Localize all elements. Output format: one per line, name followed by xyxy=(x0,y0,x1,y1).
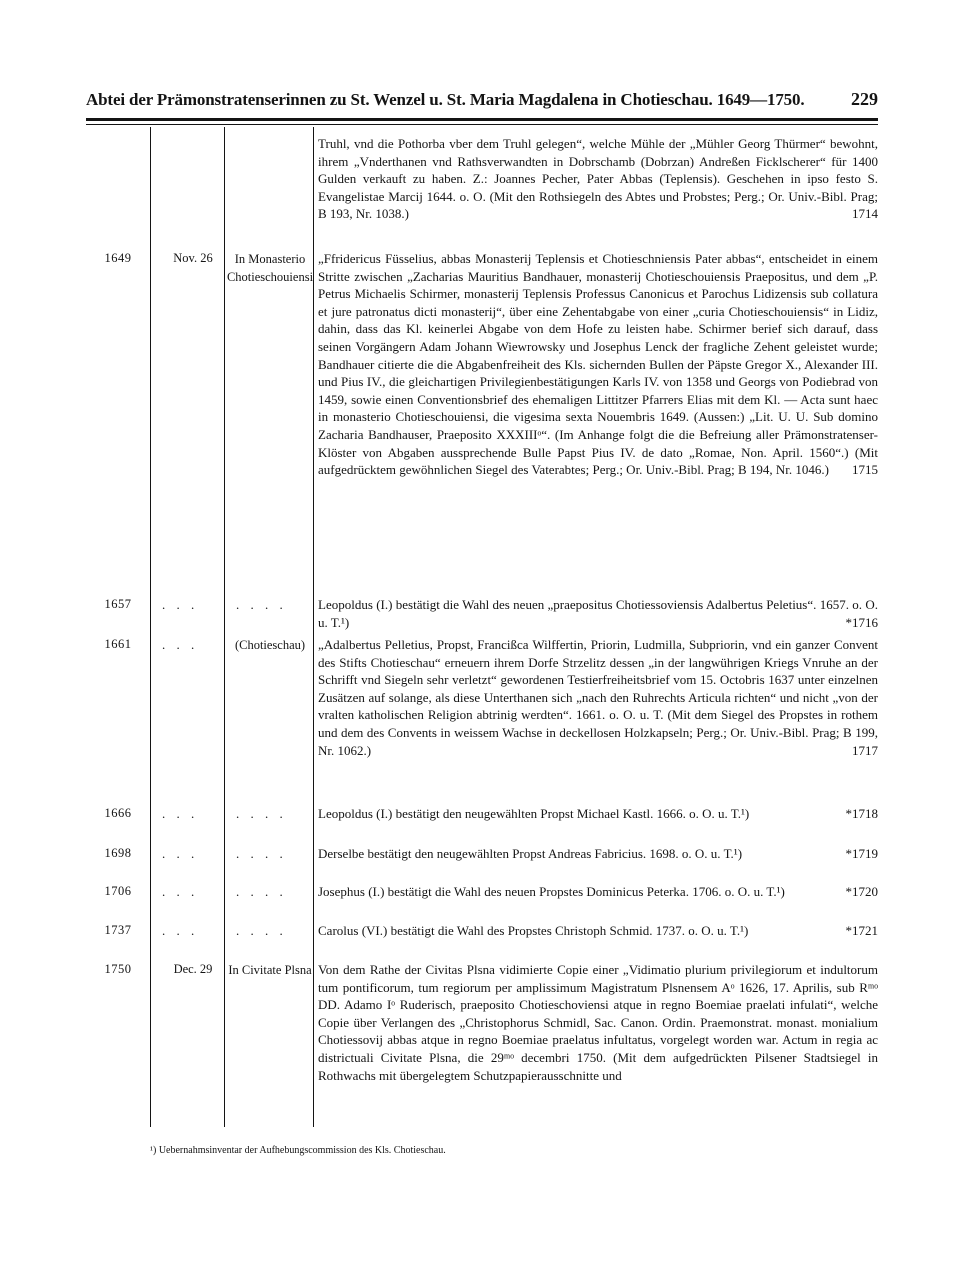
entry-date: . . . xyxy=(162,884,199,899)
entry-date: Nov. 26 xyxy=(173,251,213,265)
entry-text: Carolus (VI.) bestätigt die Wahl des Propstes Christoph Schmid. 1737. o. O. u. T.¹) *1721 xyxy=(318,923,878,938)
entry-date: . . . xyxy=(162,846,199,861)
entry-date: . . . xyxy=(162,806,199,821)
entry-number: *1721 xyxy=(845,923,878,938)
entry-number: *1718 xyxy=(845,806,878,821)
entry-place: . . . . xyxy=(236,806,287,821)
entry-date: . . . xyxy=(162,637,199,652)
entry-place: In Civitate Plsna xyxy=(228,963,312,977)
entry-text: „Ffridericus Füsselius, abbas Monasterij Teplensis et Chotieschniensis Pater abbas“, entscheidet in einem Stritte zwischen „Zacharias Mauritius Bandhauer, monasterij Chotieschouiensis Praepositus, und dem „P. Petrus Michaelis Schirmer, monasterij Teplensis Professus Canonicus et Parochus Lidizensis sub collatura et jure patronatus dicti monasterij“, über eine Zehentabgabe von einer „curia Chotieschouiensis“ in Lidiz, dahin, dass das Kl. keinerlei Abgabe von dem Hofe zu leisten habe. Schirmer berief sich darauf, dass seinen Vorgängern Adam Johann Wiewrowsky und Josephus Lenck der fragliche Zehent geleistet wurde; Bandhauer citierte die die Abgabenfreiheit des Kls. sichernden Bullen der Päpste Gregor X., Alexander III. und Pius IV., die gleichartigen Privilegienbestätigungen Karls IV. von 1358 und Georgs von Podiebrad von 1459, sowie einen Conventionsbrief des ehemaligen Littitzer Pfarrers Elias mit dem Kl. — Acta sunt haec in monasterio Chotieschouiensi, die vigesima sexta Nouembris 1649. (Aussen:) „Lit. U. U. Sub domino Zacharia Bandhauser, Praeposito XXXIIIᵒ“. (Im Anhange folgt die die Befreiung aller Prämonstratenser-Klöster von Abgaben aussprechende Bulle Papst Pius IV. de dato „Romae, Non. April. 1560“.) (Mit aufgedrücktem gewöhnlichen Siegel des Vaterabtes; Perg.; Or. Univ.-Bibl. Prag; B 194, Nr. 1046.) 1715 xyxy=(318,251,878,478)
entry-number: 1714 xyxy=(852,206,878,222)
entry-text: Leopoldus (I.) bestätigt die Wahl des neuen „praepositus Chotiessoviensis Adalbertus Peletius“. 1657. o. O. u. T.¹) *1716 xyxy=(318,597,878,630)
entry-place: In Monasterio Chotieschouiensi xyxy=(226,252,314,284)
entry-year: 1750 xyxy=(104,962,132,976)
entry-text: Truhl, vnd die Pothorba vber dem Truhl gelegen“, welche Mühle der „Mühler Georg Thürmer“ bewohnt, ihrem „Vnderthanen vnd Rathsverwandten in Dobrschamb (Dobrzan) Andreßen Ficklscherer“ für 1400 Gulden verkauft zu haben. Z.: Joannes Pecher, Pater Abbas (Teplensis). Geschehen in ipso festo S. Evangelistae Marcij 1644. o. O. (Mit den Rothsiegeln des Abtes und Probstes; Perg.; Or. Univ.-Bibl. Prag; B 193, Nr. 1038.) 1714 xyxy=(318,136,878,222)
entry-year: 1698 xyxy=(104,846,132,860)
entry-year: 1737 xyxy=(104,923,132,937)
entry-text: Derselbe bestätigt den neugewählten Propst Andreas Fabricius. 1698. o. O. u. T.¹) *1719 xyxy=(318,846,878,861)
entry-year: 1649 xyxy=(104,251,132,265)
entry-text: Von dem Rathe der Civitas Plsna vidimierte Copie einer „Vidimatio plurium privilegiorum et indultorum tum pontificorum, tum regiorum per amplissimum Magistratum Plsnensem Aᵒ 1626, 17. Aprilis, sub Rᵐᵒ DD. Adamo Iᵒ Ruderisch, praeposito Chotieschoviensi atque in regno Boemiae praelati infulati“, welche Copie über Verlangen des „Christophorus Schmidl, Sac. Canon. Ordin. Praemonstrat. monast. monialium Chotiessovij abbas atque in regno Boemiae praelatus infultatus, vorgelegt worden war. Actum in regia ac districtuali Civitate Plsna, die 29ᵐᵒ decembri 1750. (Mit dem aufgedrückten Pilsener Stadtsiegel in Rothwachs mit übergelegtem Schutzpapierausschnitte und xyxy=(318,962,878,1083)
header-rule-thin xyxy=(86,124,878,125)
entry-place: . . . . xyxy=(236,597,287,612)
entry-date: Dec. 29 xyxy=(173,962,213,976)
entry-date: . . . xyxy=(162,923,199,938)
entry-place: (Chotieschau) xyxy=(234,638,306,652)
footnote: ¹) Uebernahmsinventar der Aufhebungscommission des Kls. Chotieschau. xyxy=(150,1145,446,1156)
entry-year: 1706 xyxy=(104,884,132,898)
entry-text: Josephus (I.) bestätigt die Wahl des neuen Propstes Dominicus Peterka. 1706. o. O. u. T.¹) *1720 xyxy=(318,884,878,899)
entry-place: . . . . xyxy=(236,884,287,899)
page-title: Abtei der Prämonstratenserinnen zu St. Wenzel u. St. Maria Magdalena in Chotieschau. 1649—1750. xyxy=(86,90,805,109)
entry-place: . . . . xyxy=(236,923,287,938)
entry-number: 1715 xyxy=(852,462,878,478)
entry-number: 1717 xyxy=(852,742,878,758)
column-divider-year xyxy=(150,127,151,1127)
entry-text: Leopoldus (I.) bestätigt den neugewählten Propst Michael Kastl. 1666. o. O. u. T.¹) *1718 xyxy=(318,806,878,821)
entry-place: . . . . xyxy=(236,846,287,861)
entry-year: 1666 xyxy=(104,806,132,820)
entry-year: 1661 xyxy=(104,637,132,651)
entry-number: *1719 xyxy=(845,846,878,861)
page-header xyxy=(86,90,878,116)
entry-number: *1716 xyxy=(845,614,878,630)
entry-year: 1657 xyxy=(104,597,132,611)
page-number: 229 xyxy=(851,89,878,109)
entry-date: . . . xyxy=(162,597,199,612)
header-rule-thick xyxy=(86,118,878,121)
entry-text: „Adalbertus Pelletius, Propst, Francißca Wilffertin, Priorin, Ludmilla, Subpriorin, vnd ein ganzer Convent des Stifts Chotieschau“ erneuern ihrem Dorfe Strzelitz dessen „in der langwührigen Kriegs Vnruhe an der Schrifft vnd Siegeln sehr verletzt“ gewordenen Testierfreiheitsbrief vom 15. Octobris 1637 unter einzelnen Zusätzen auf solange, als diese Unterthanen sich „nach den Ruhrechts Articula richten“ und nicht „von der vralten katholischen Religion abtrinig werdten“. 1661. o. O. u. T. (Mit dem Siegel des Propstes in rothem und dem des Convents in weissem Wachse in deckellosen Holzkapseln; Perg.; Or. Univ.-Bibl. Prag; B 199, Nr. 1062.) 1717 xyxy=(318,637,878,758)
column-divider-date xyxy=(224,127,225,1127)
entry-number: *1720 xyxy=(845,884,878,899)
